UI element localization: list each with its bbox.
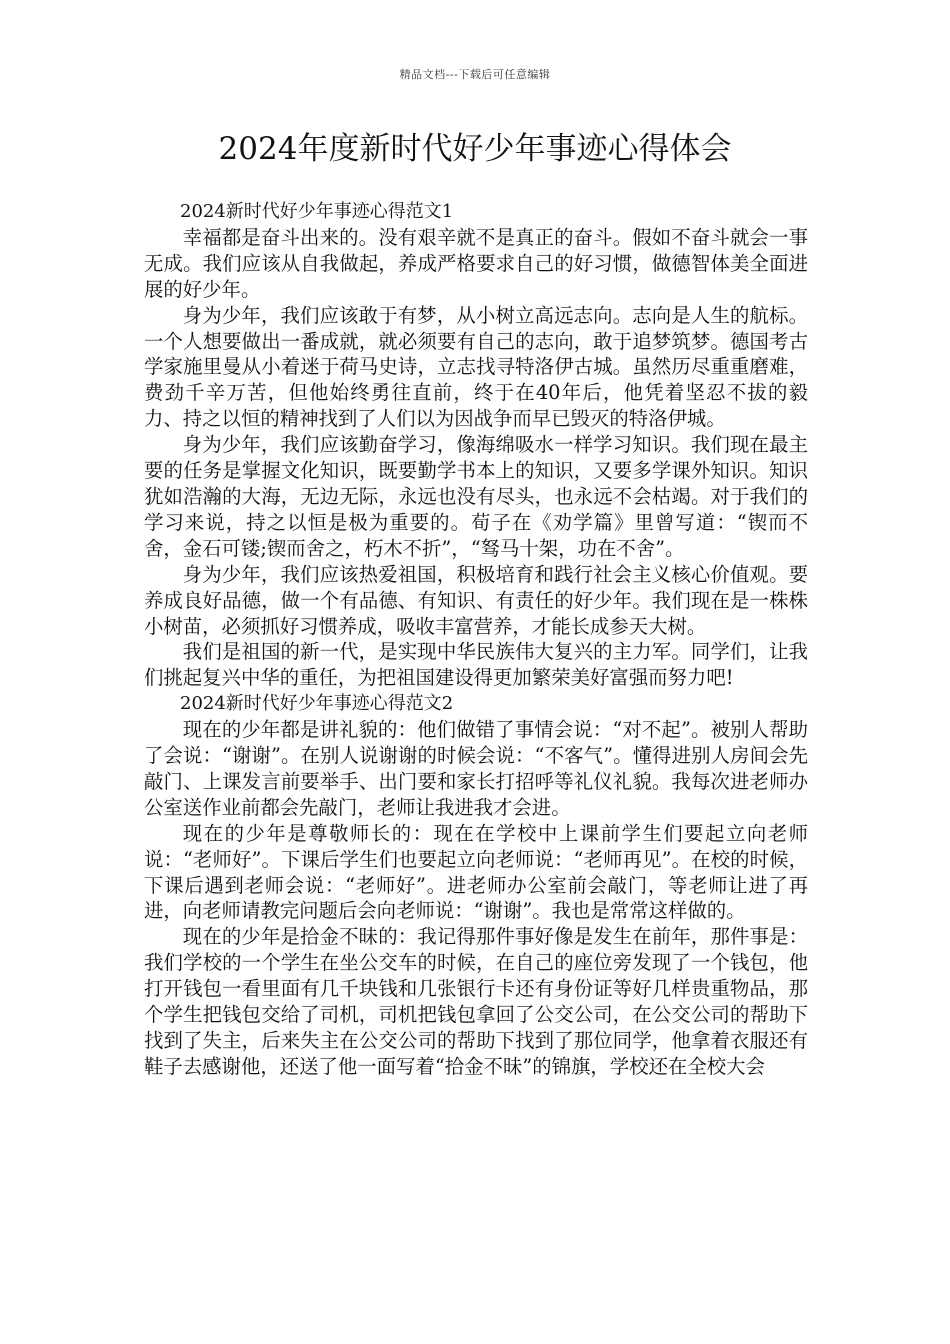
paragraph: 现在的少年是拾金不昧的：我记得那件事好像是发生在前年，那件事是：我们学校的一个学生在坐公交车的时候，在自己的座位旁发现了一个钱包，他打开钱包一看里面有几千块钱和几张银行卡还有身份证等好几样贵重物品，那个学生把钱包交给了司机，司机把钱包拿回了公交公司，在公交公司的帮助下找到了失主，后来失主在公交公司的帮助下找到了那位同学，他拿着衣服还有鞋子去感谢他，还送了他一面写着“拾金不昧”的锦旗，学校还在全校大会 bbox=[144, 925, 808, 1078]
paragraph: 我们是祖国的新一代，是实现中华民族伟大复兴的主力军。同学们，让我们挑起复兴中华的重任，为把祖国建设得更加繁荣美好富强而努力吧! bbox=[144, 640, 808, 690]
paragraph: 身为少年，我们应该热爱祖国，积极培育和践行社会主义核心价值观。要养成良好品德，做一个有品德、有知识、有责任的好少年。我们现在是一株株小树苗，必须抓好习惯养成，吸收丰富营养，才能长成参天大树。 bbox=[144, 562, 808, 638]
paragraph: 幸福都是奋斗出来的。没有艰辛就不是真正的奋斗。假如不奋斗就会一事无成。我们应该从自我做起，养成严格要求自己的好习惯，做德智体美全面进展的好少年。 bbox=[144, 225, 808, 301]
paragraph: 身为少年，我们应该勤奋学习，像海绵吸水一样学习知识。我们现在最主要的任务是掌握文化知识，既要勤学书本上的知识，又要多学课外知识。知识犹如浩瀚的大海，无边无际，永远也没有尽头，也永远不会枯竭。对于我们的学习来说，持之以恒是极为重要的。荀子在《劝学篇》里曾写道：“锲而不舍，金石可镂;锲而舍之，朽木不折”，“驽马十架，功在不舍”。 bbox=[144, 433, 808, 560]
paragraph: 身为少年，我们应该敢于有梦，从小树立高远志向。志向是人生的航标。一个人想要做出一番成就，就必须要有自己的志向，敢于追梦筑梦。德国考古学家施里曼从小着迷于荷马史诗，立志找寻特洛伊古城。虽然历尽重重磨难，费劲千辛万苦，但他始终勇往直前，终于在40年后，他凭着坚忍不拔的毅力、持之以恒的精神找到了人们以为因战争而早已毁灭的特洛伊城。 bbox=[144, 303, 808, 431]
page-title: 2024年度新时代好少年事迹心得体会 bbox=[218, 131, 732, 167]
paragraph: 现在的少年是尊敬师长的：现在在学校中上课前学生们要起立向老师说：“老师好”。下课后学生们也要起立向老师说：“老师再见”。在校的时候，下课后遇到老师会说：“老师好”。进老师办公室前会敲门，等老师让进了再进，向老师请教完问题后会向老师说：“谢谢”。我也是常常这样做的。 bbox=[144, 821, 808, 923]
paragraph: 现在的少年都是讲礼貌的：他们做错了事情会说：“对不起”。被别人帮助了会说：“谢谢”。在别人说谢谢的时候会说：“不客气”。懂得进别人房间会先敲门、上课发言前要举手、出门要和家长打招呼等礼仪礼貌。我每次进老师办公室送作业前都会先敲门，老师让我进我才会进。 bbox=[144, 718, 808, 819]
section-heading: 2024新时代好少年事迹心得范文1 bbox=[180, 201, 454, 222]
document-body bbox=[144, 199, 808, 1080]
section-heading: 2024新时代好少年事迹心得范文2 bbox=[180, 693, 454, 715]
header-note: 精品文档---下载后可任意编辑 bbox=[399, 68, 551, 81]
